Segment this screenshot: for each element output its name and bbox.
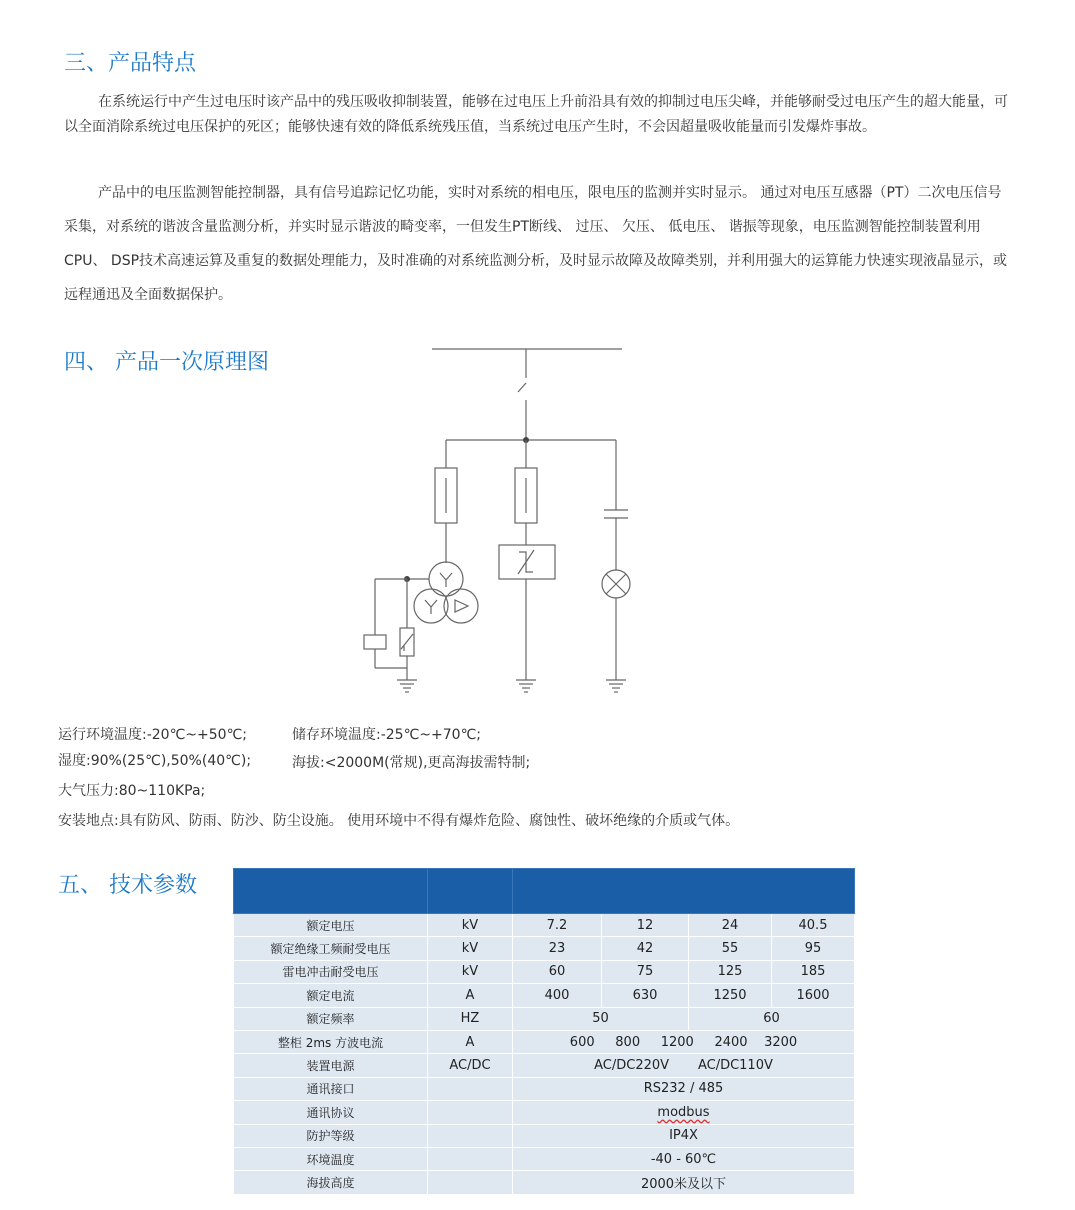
- section3-paragraph-1-text: 在系统运行中产生过电压时该产品中的残压吸收抑制装置，能够在过电压上升前沿具有效的抑制过电压尖峰，并能够耐受过电压产生的超大能量，可以全面消除系统过电压保护的死区；能够快速有效的降低系统残压值，当系统过电压产生时，不会因超量吸收能量而引发爆炸事故。: [64, 94, 1008, 135]
- section3-paragraph-2: [64, 176, 1014, 312]
- table-header: [234, 869, 855, 914]
- param-name: 雷电冲击耐受电压: [234, 960, 428, 983]
- ground-icon: [606, 680, 626, 692]
- table-row: [234, 1077, 855, 1100]
- indicator-branch: [602, 440, 630, 692]
- section3-paragraph-2-text: 产品中的电压监测智能控制器，具有信号追踪记忆功能，实时对系统的相电压，限电压的监测并实时显示。 通过对电压互感器（PT）二次电压信号采集，对系统的谐波含量监测分析，并实时显示谐波的畸变率，一但发生PT断线、 过压、 欠压、 低电压、 谐振等现象，电压监测智能控制装置利用CPU、 DSP技术高速运算及重复的数据处理能力，及时准确的对系统监测分析，及时显示故障及故障类别，并利用强大的运算能力快速实现液晶显示，或远程通迅及全面数据保护。: [64, 185, 1008, 303]
- ground-icon: [516, 680, 536, 692]
- param-name: 整柜 2ms 方波电流: [234, 1030, 428, 1053]
- table-row: [234, 1124, 855, 1147]
- param-unit: A: [428, 984, 513, 1007]
- param-name: 额定频率: [234, 1007, 428, 1030]
- tech-params-table: [233, 868, 855, 1195]
- resistor-icon: [364, 635, 386, 649]
- env-humidity: 湿度:90%(25℃),50%(40℃);: [58, 753, 252, 769]
- param-value: 2000米及以下: [513, 1171, 855, 1194]
- param-value: 55: [689, 937, 772, 960]
- param-value: AC/DC220V AC/DC110V: [513, 1054, 855, 1077]
- param-name: 额定电流: [234, 984, 428, 1007]
- param-value: 23: [513, 937, 602, 960]
- table-row: [234, 937, 855, 960]
- env-install: 安装地点:具有防风、防雨、防沙、防尘设施。 使用环境中不得有爆炸危险、腐蚀性、破坏绝缘的介质或气体。: [58, 813, 740, 829]
- env-pressure: 大气压力:80~110KPa;: [58, 783, 206, 799]
- param-name: 环境温度: [234, 1147, 428, 1170]
- param-unit: kV: [428, 914, 513, 937]
- param-name: 装置电源: [234, 1054, 428, 1077]
- section3-heading: 三、产品特点: [64, 51, 197, 76]
- param-value: 12: [602, 914, 689, 937]
- param-value: 95: [772, 937, 855, 960]
- suppressor-branch: [499, 440, 555, 692]
- ground-icon: [397, 680, 417, 692]
- param-unit: A: [428, 1030, 513, 1053]
- suppressor-icon: [499, 545, 555, 579]
- table-row: [234, 1030, 855, 1053]
- param-value: [513, 1101, 855, 1124]
- table-row: [234, 1101, 855, 1124]
- section4-heading: 四、 产品一次原理图: [64, 350, 269, 375]
- param-unit: kV: [428, 960, 513, 983]
- env-altitude: 海拔:<2000M(常规),更高海拔需特制;: [292, 755, 531, 771]
- param-value: IP4X: [513, 1124, 855, 1147]
- param-name: 海拔高度: [234, 1171, 428, 1194]
- table-row: [234, 1054, 855, 1077]
- param-unit: [428, 1077, 513, 1100]
- param-unit: [428, 1124, 513, 1147]
- param-name: 额定电压: [234, 914, 428, 937]
- section3-paragraph-1: [64, 90, 1014, 140]
- param-unit: kV: [428, 937, 513, 960]
- param-value: 42: [602, 937, 689, 960]
- param-value: 185: [772, 960, 855, 983]
- param-value: 1250: [689, 984, 772, 1007]
- param-value: 1600: [772, 984, 855, 1007]
- section5-heading: 五、 技术参数: [58, 873, 197, 898]
- param-value: 600 800 1200 2400 3200: [513, 1030, 855, 1053]
- param-value: 7.2: [513, 914, 602, 937]
- param-value: 50: [513, 1007, 689, 1030]
- param-name: 额定绝缘工频耐受电压: [234, 937, 428, 960]
- param-value: 630: [602, 984, 689, 1007]
- param-name: 防护等级: [234, 1124, 428, 1147]
- param-value: 75: [602, 960, 689, 983]
- param-unit: HZ: [428, 1007, 513, 1030]
- distribution-line: [446, 437, 616, 443]
- param-value: RS232 / 485: [513, 1077, 855, 1100]
- voltage-transformer-icon: [429, 562, 463, 596]
- param-unit: [428, 1101, 513, 1124]
- table-row: [234, 960, 855, 983]
- param-unit: [428, 1171, 513, 1194]
- param-value: 24: [689, 914, 772, 937]
- param-value: -40 - 60℃: [513, 1147, 855, 1170]
- table-header-cell: [234, 869, 428, 914]
- table-row: [234, 1147, 855, 1170]
- table-row: [234, 914, 855, 937]
- param-unit: [428, 1147, 513, 1170]
- table-row: [234, 984, 855, 1007]
- param-value: 60: [513, 960, 602, 983]
- param-value: 400: [513, 984, 602, 1007]
- pt-branch: [414, 440, 478, 623]
- env-storage-temp: 储存环境温度:-25℃~+70℃;: [292, 727, 482, 743]
- env-op-temp: 运行环境温度:-20℃~+50℃;: [58, 727, 248, 743]
- table-row: [234, 1007, 855, 1030]
- table-header-cell: [428, 869, 513, 914]
- param-unit: AC/DC: [428, 1054, 513, 1077]
- table-row: [234, 1171, 855, 1194]
- table-header-cell: [513, 869, 855, 914]
- param-value: 40.5: [772, 914, 855, 937]
- protocol-value-text: modbus: [657, 1104, 710, 1120]
- primary-circuit-diagram: [355, 340, 645, 700]
- param-value: 60: [689, 1007, 855, 1030]
- param-name: 通讯协议: [234, 1101, 428, 1124]
- disconnect-switch: [518, 349, 526, 440]
- param-name: 通讯接口: [234, 1077, 428, 1100]
- param-value: 125: [689, 960, 772, 983]
